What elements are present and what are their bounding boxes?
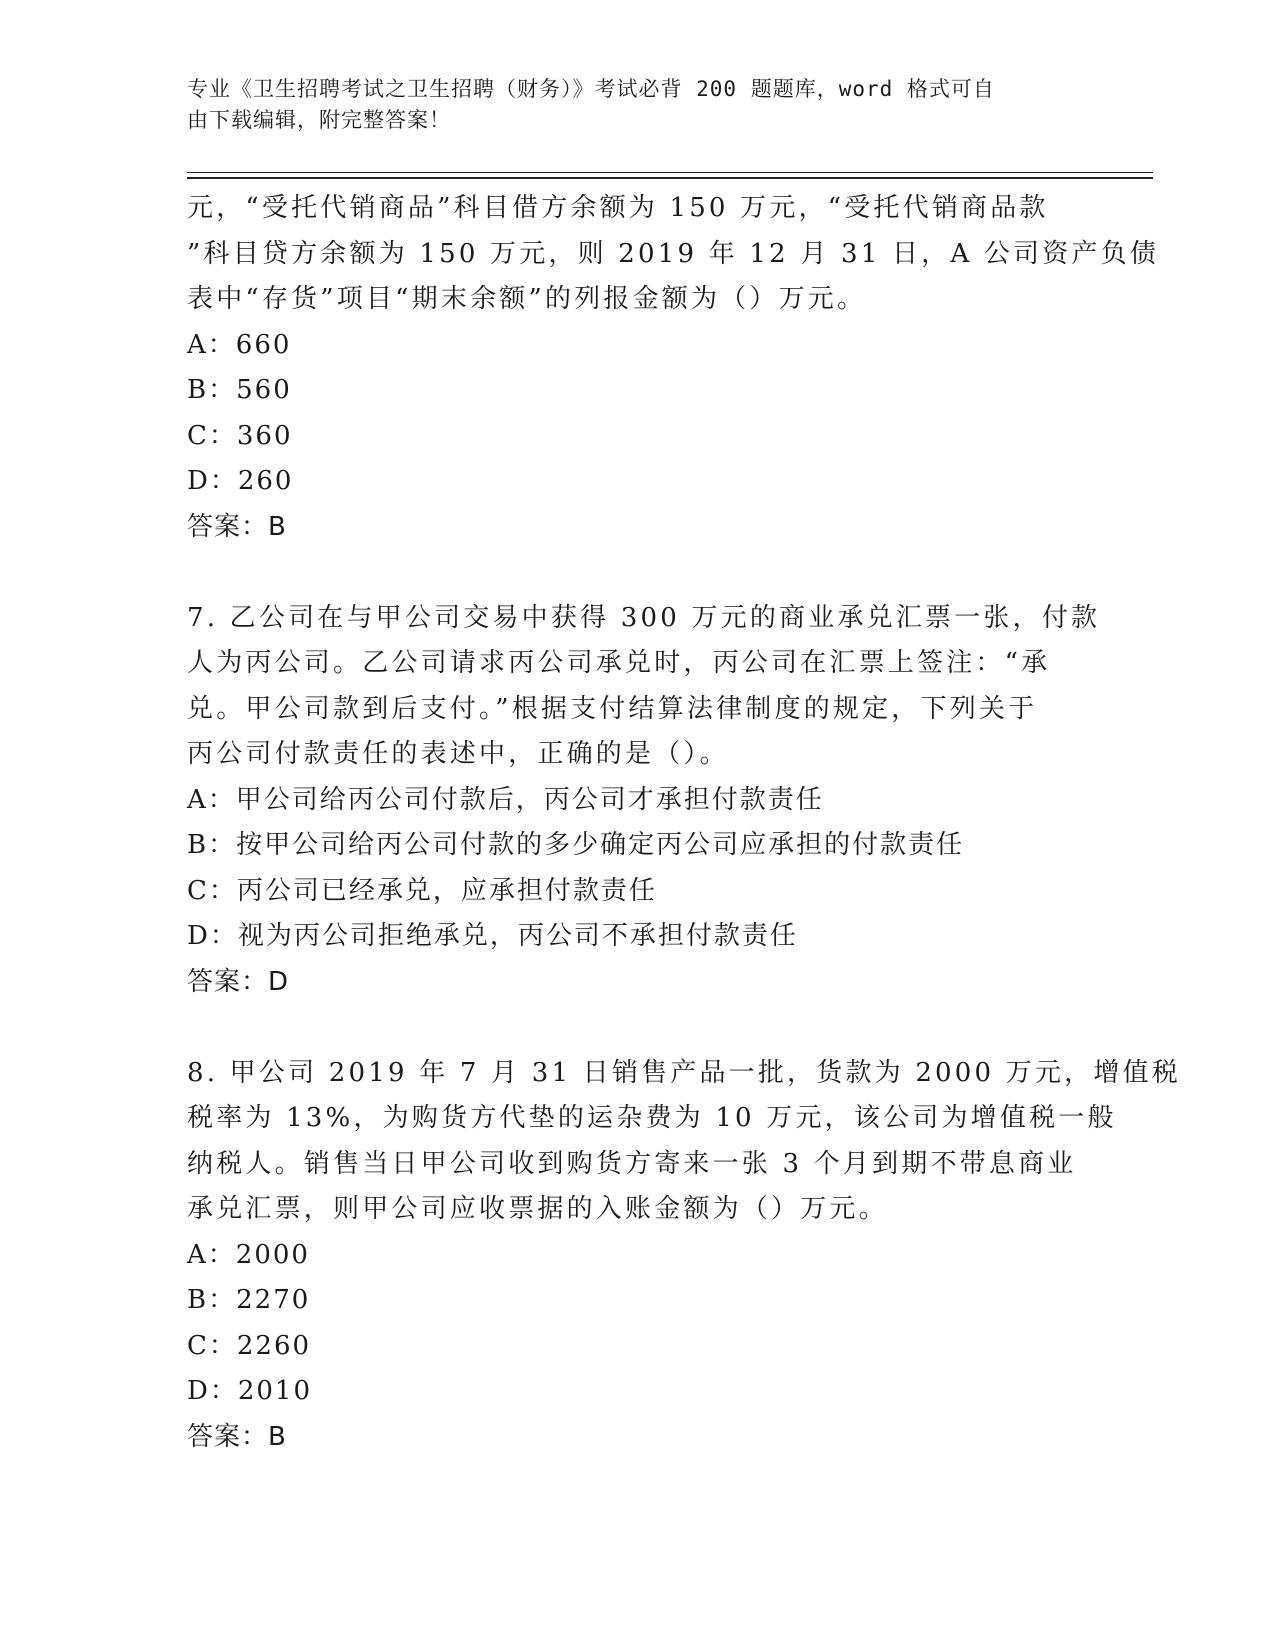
option-a: A：2000 bbox=[187, 1239, 310, 1270]
option-d: D：260 bbox=[187, 466, 294, 496]
option-a: A：甲公司给丙公司付款后，丙公司才承担付款责任 bbox=[187, 784, 824, 815]
question-text-line: 7. 乙公司在与甲公司交易中获得 300 万元的商业承兑汇票一张，付款 bbox=[187, 602, 1101, 633]
answer-label: 答案：B bbox=[187, 1421, 287, 1452]
question-text-line: 丙公司付款责任的表述中，正确的是（）。 bbox=[187, 739, 729, 769]
option-b: B：560 bbox=[187, 375, 292, 405]
question-content bbox=[187, 186, 1181, 1460]
spacer bbox=[187, 1005, 1087, 1051]
question-text-line: 8. 甲公司 2019 年 7 月 31 日销售产品一批，货款为 2000 万元，增值税 bbox=[187, 1057, 1181, 1088]
header-rule-thin bbox=[187, 172, 1153, 173]
question-text-line: ”科目贷方余额为 150 万元，则 2019 年 12 月 31 日，A 公司资产负债 bbox=[187, 238, 1160, 269]
answer-label: 答案：B bbox=[187, 511, 287, 542]
option-d: D：视为丙公司拒绝承兑，丙公司不承担付款责任 bbox=[187, 921, 798, 951]
question-text-line: 纳税人。销售当日甲公司收到购货方寄来一张 3 个月到期不带息商业 bbox=[187, 1148, 1077, 1179]
option-c: C：2260 bbox=[187, 1330, 312, 1361]
question-7 bbox=[187, 596, 1101, 1006]
spacer bbox=[187, 550, 1087, 596]
header-rule-thick bbox=[187, 177, 1153, 179]
page-header bbox=[187, 74, 1067, 136]
option-c: C：360 bbox=[187, 420, 293, 451]
header-line-2: 由下载编辑，附完整答案！ bbox=[187, 108, 451, 132]
option-a: A：660 bbox=[187, 329, 292, 360]
question-text-line: 人为丙公司。乙公司请求丙公司承兑时，丙公司在汇票上签注：“承 bbox=[187, 648, 1051, 678]
question-text-line: 承兑汇票，则甲公司应收票据的入账金额为（）万元。 bbox=[187, 1194, 888, 1224]
option-b: B：按甲公司给丙公司付款的多少确定丙公司应承担的付款责任 bbox=[187, 830, 965, 860]
answer-label: 答案：D bbox=[187, 966, 290, 997]
question-8 bbox=[187, 1051, 1181, 1461]
option-d: D：2010 bbox=[187, 1376, 313, 1406]
option-b: B：2270 bbox=[187, 1285, 311, 1315]
question-text-line: 表中“存货”项目“期末余额”的列报金额为（）万元。 bbox=[187, 284, 867, 314]
question-text-line: 税率为 13%，为购货方代垫的运杂费为 10 万元，该公司为增值税一般 bbox=[187, 1103, 1117, 1133]
option-c: C：丙公司已经承兑，应承担付款责任 bbox=[187, 875, 657, 906]
question-6-continued bbox=[187, 186, 1160, 550]
header-line-1: 专业《卫生招聘考试之卫生招聘（财务）》考试必背 200 题题库，word 格式可自 bbox=[187, 77, 995, 101]
question-text-line: 元，“受托代销商品”科目借方余额为 150 万元，“受托代销商品款 bbox=[187, 193, 1049, 223]
question-text-line: 兑。甲公司款到后支付。”根据支付结算法律制度的规定，下列关于 bbox=[187, 693, 1038, 724]
